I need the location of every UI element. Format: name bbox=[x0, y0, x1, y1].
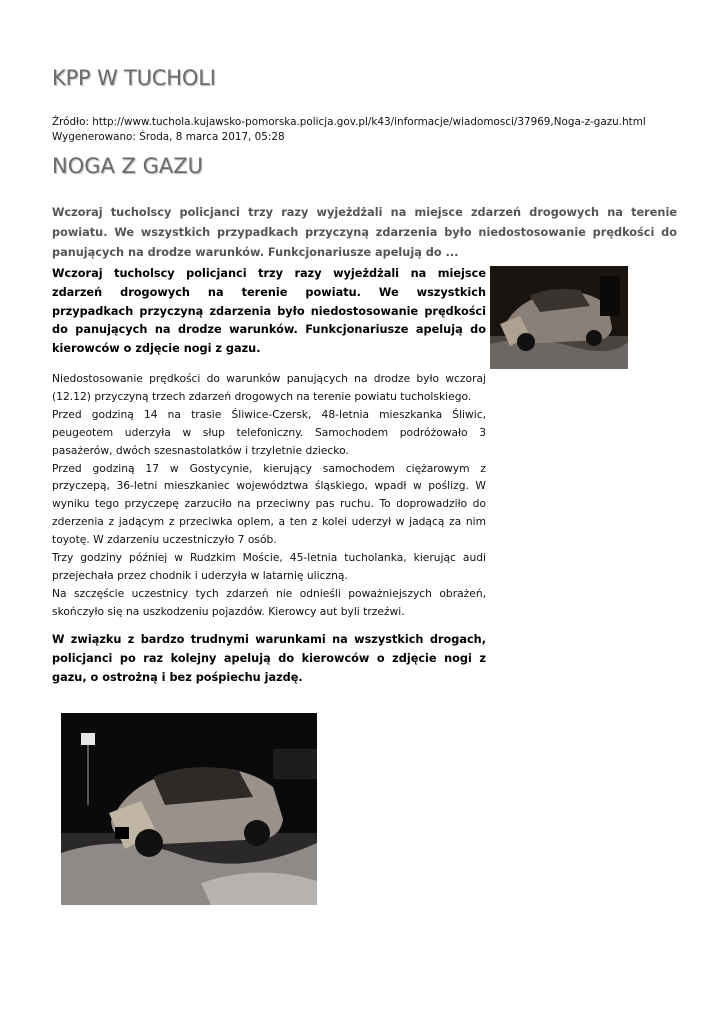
crash-photo-thumbnail bbox=[490, 266, 628, 369]
paragraph: Trzy godziny później w Rudzkim Moście, 45-letnia tucholanka, kierując audi przejechała przez chodnik i uderzyła w latarnię uliczną. bbox=[52, 551, 486, 582]
paragraph: Przed godziną 14 na trasie Śliwice-Czersk, 48-letnia mieszkanka Śliwic, peugeotem uderzyła w słup telefoniczny. Samochodem podróżowało 3 pasażerów, dwóch szesnastolatków i trzyletnie dziecko. bbox=[52, 407, 486, 457]
site-title: KPP W TUCHOLI bbox=[52, 66, 216, 90]
paragraph: Przed godziną 17 w Gostycynie, kierujący samochodem ciężarowym z przyczepą, 36-letni mieszkaniec województwa śląskiego, wpadł w poślizg. W wyniku tego przyczepę zarzuciło na przeciwny pas ruchu. To doprowadziło do zderzenia z jadącym z przeciwka oplem, a ten z kolei uderzył w jadącą za nim toyotę. W zdarzeniu uczestniczyło 7 osób. bbox=[52, 461, 486, 547]
source-line: Źródło: http://www.tuchola.kujawsko-pomorska.policja.gov.pl/k43/informacje/wiadomosci/37969,Noga-z-gazu.html bbox=[52, 116, 646, 128]
paragraph: Niedostosowanie prędkości do warunków panujących na drodze było wczoraj (12.12) przyczyną trzech zdarzeń drogowych na terenie powiatu tucholskiego. bbox=[52, 372, 486, 403]
paragraph: Na szczęście uczestnicy tych zdarzeń nie odnieśli poważniejszych obrażeń, skończyło się na uszkodzeniu pojazdów. Kierowcy aut byli trzeźwi. bbox=[52, 586, 486, 618]
document-meta bbox=[52, 115, 646, 144]
article-lead: Wczoraj tucholscy policjanci trzy razy wyjeżdżali na miejsce zdarzeń drogowych na terenie powiatu. We wszystkich przypadkach przyczyną zdarzenia było niedostosowanie prędkości do panujących na drodze warunków. Funkcjonariusze apelują do ... bbox=[52, 206, 677, 259]
article-body bbox=[52, 370, 486, 621]
generated-line: Wygenerowano: Środa, 8 marca 2017, 05:28 bbox=[52, 130, 285, 143]
article-title: NOGA Z GAZU bbox=[52, 154, 204, 178]
crash-photo-main bbox=[61, 713, 317, 905]
article-intro: Wczoraj tucholscy policjanci trzy razy wyjeżdżali na miejsce zdarzeń drogowych na terenie powiatu. We wszystkich przypadkach przyczyną zdarzenia było niedostosowanie prędkości do panujących na drodze warunków. Funkcjonariusze apelują do kierowców o zdjęcie nogi z gazu. bbox=[52, 267, 486, 356]
article-closing: W związku z bardzo trudnymi warunkami na wszystkich drogach, policjanci po raz kolejny apelują do kierowców o zdjęcie nogi z gazu, o ostrożną i bez pośpiechu jazdę. bbox=[52, 633, 486, 684]
